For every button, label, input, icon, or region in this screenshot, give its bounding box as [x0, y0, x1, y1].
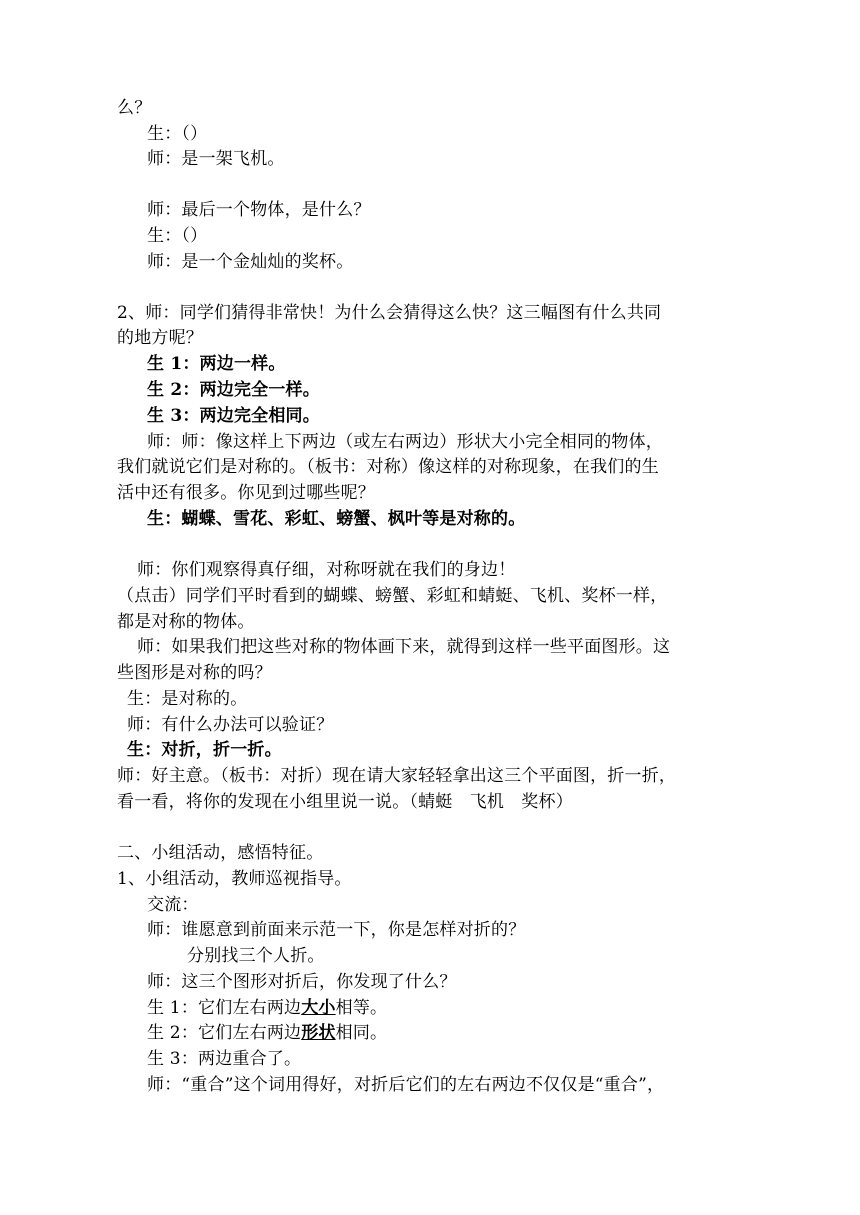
text-line: 师：你们观察得真仔细，对称呀就在我们的身边！ — [137, 560, 516, 580]
text-line-bold: 生 2：两边完全一样。 — [147, 380, 320, 400]
underlined-emphasis: 大小 — [301, 998, 336, 1018]
text-line: （点击）同学们平时看到的蝴蝶、螃蟹、彩虹和蜻蜓、飞机、奖杯一样， — [117, 586, 668, 606]
text-line: 师：谁愿意到前面来示范一下，你是怎样对折的？ — [147, 920, 526, 940]
text-line: 的地方呢？ — [117, 328, 203, 348]
text-line-student-2 — [147, 1020, 387, 1046]
text-line: 交流： — [147, 895, 199, 915]
text-line-student-3: 生 3：两边重合了。 — [147, 1049, 302, 1069]
text-line: 2、师：同学们猜得非常快！为什么会猜得这么快？这三幅图有什么共同 — [117, 303, 662, 323]
text-line: 师：“重合”这个词用得好，对折后它们的左右两边不仅仅是“重合”， — [147, 1075, 665, 1095]
text-line: 我们就说它们是对称的。（板书：对称）像这样的对称现象，在我们的生 — [117, 457, 659, 477]
text-line-bold: 生 1：两边一样。 — [147, 354, 286, 374]
text-line: 看一看，将你的发现在小组里说一说。（蜻蜓 飞机 奖杯） — [117, 792, 573, 812]
text-line: 师：有什么办法可以验证？ — [127, 715, 334, 735]
text-line: 活中还有很多。你见到过哪些呢？ — [117, 483, 375, 503]
text-line: 生：（） — [147, 226, 208, 246]
text-segment: 相同。 — [335, 1023, 388, 1043]
text-line: 师：是一架飞机。 — [147, 149, 285, 169]
text-line: 分别找三个人折。 — [187, 946, 325, 966]
text-line-bold: 生 3：两边完全相同。 — [147, 406, 320, 426]
text-line: 师：如果我们把这些对称的物体画下来，就得到这样一些平面图形。这 — [137, 637, 671, 657]
text-line: 些图形是对称的吗？ — [117, 663, 272, 683]
text-line: 师：这三个图形对折后，你发现了什么？ — [147, 972, 457, 992]
text-line: 师：是一个金灿灿的奖杯。 — [147, 252, 354, 272]
text-line: 师：师：像这样上下两边（或左右两边）形状大小完全相同的物体， — [147, 432, 663, 452]
text-line: 师：最后一个物体，是什么？ — [147, 200, 371, 220]
text-line: 生：是对称的。 — [127, 689, 248, 709]
text-line: 都是对称的物体。 — [117, 612, 255, 632]
text-line: 1、小组活动，教师巡视指导。 — [117, 869, 352, 889]
text-line-bold: 生：蝴蝶、雪花、彩虹、螃蟹、枫叶等是对称的。 — [147, 509, 526, 529]
text-segment: 生 2：它们左右两边 — [147, 1023, 302, 1043]
section-heading: 二、小组活动，感悟特征。 — [117, 843, 324, 863]
text-line-student-1 — [147, 995, 387, 1021]
text-segment: 相等。 — [335, 998, 388, 1018]
underlined-emphasis: 形状 — [301, 1023, 336, 1043]
text-segment: 生 1：它们左右两边 — [147, 998, 302, 1018]
text-line: 师：好主意。（板书：对折）现在请大家轻轻拿出这三个平面图，折一折， — [117, 766, 677, 786]
text-line: 生：（） — [147, 124, 208, 144]
text-line: 么？ — [117, 98, 152, 118]
text-line-bold: 生：对折，折一折。 — [127, 740, 282, 760]
